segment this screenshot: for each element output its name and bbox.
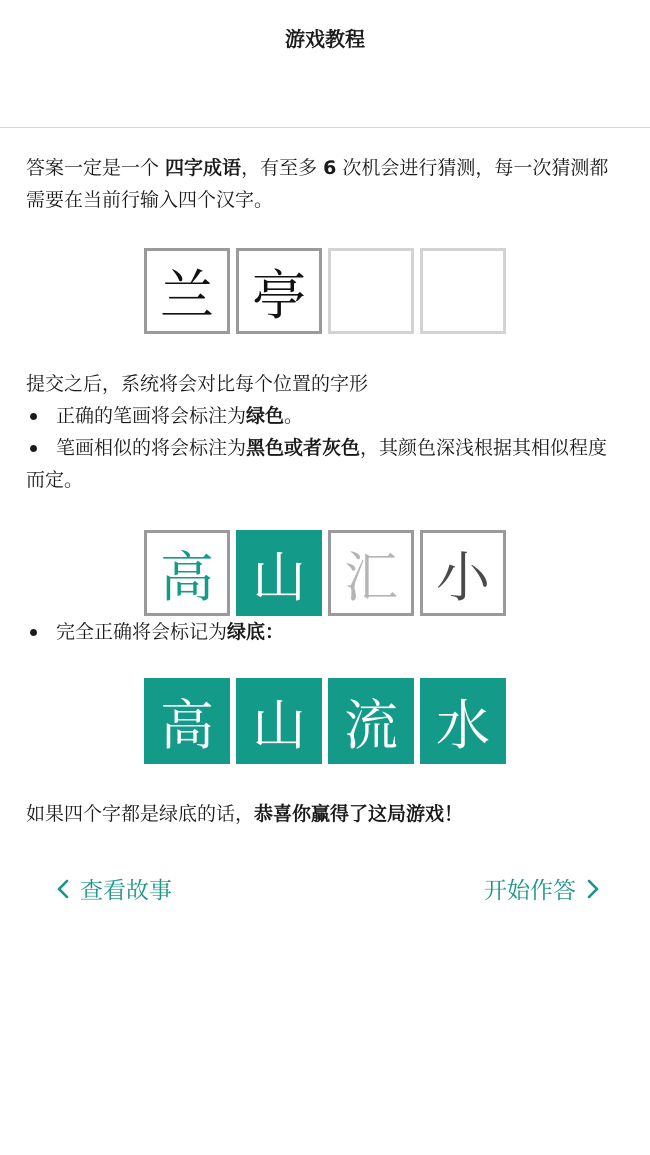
tile-empty <box>328 248 414 334</box>
rules-list <box>26 400 624 496</box>
tile-green-strokes: 高 <box>144 530 230 616</box>
example-input-row <box>26 248 624 334</box>
tile-correct: 山 <box>236 678 322 764</box>
tutorial-content <box>0 152 650 830</box>
start-answer-label: 开始作答 <box>484 878 576 904</box>
tile-correct: 山 <box>236 530 322 616</box>
tile: 兰 <box>144 248 230 334</box>
tile-correct: 高 <box>144 678 230 764</box>
start-answer-button[interactable] <box>484 872 602 905</box>
tile-empty <box>420 248 506 334</box>
chevron-right-icon <box>584 878 602 900</box>
header-bar <box>0 0 650 128</box>
view-story-button[interactable] <box>54 872 172 905</box>
compare-lead: 提交之后，系统将会对比每个位置的字形 <box>26 373 369 395</box>
view-story-label: 查看故事 <box>80 878 172 904</box>
tile-correct: 流 <box>328 678 414 764</box>
rule-correct-strokes: 正确的笔画将会标注为绿色。 <box>26 400 624 432</box>
tile: 亭 <box>236 248 322 334</box>
bottom-nav <box>0 872 650 905</box>
tile-correct: 水 <box>420 678 506 764</box>
chevron-left-icon <box>54 878 72 900</box>
win-paragraph: 如果四个字都是绿底的话，恭喜你赢得了这局游戏！ <box>26 803 464 825</box>
tile-partial: 汇 <box>328 530 414 616</box>
example-correct-row <box>26 678 624 764</box>
rule-full-correct: 完全正确将会标记为绿底： <box>26 616 624 648</box>
page-title: 游戏教程 <box>285 27 365 51</box>
rule-similar-strokes: 笔画相似的将会标注为黑色或者灰色，其颜色深浅根据其相似程度而定。 <box>26 432 624 496</box>
rule-full-correct-list <box>26 616 624 648</box>
intro-paragraph: 答案一定是一个 四字成语，有至多 6 次机会进行猜测，每一次猜测都需要在当前行输入四个汉字。 <box>26 157 609 211</box>
tile-partial: 小 <box>420 530 506 616</box>
example-feedback-row <box>26 530 624 616</box>
